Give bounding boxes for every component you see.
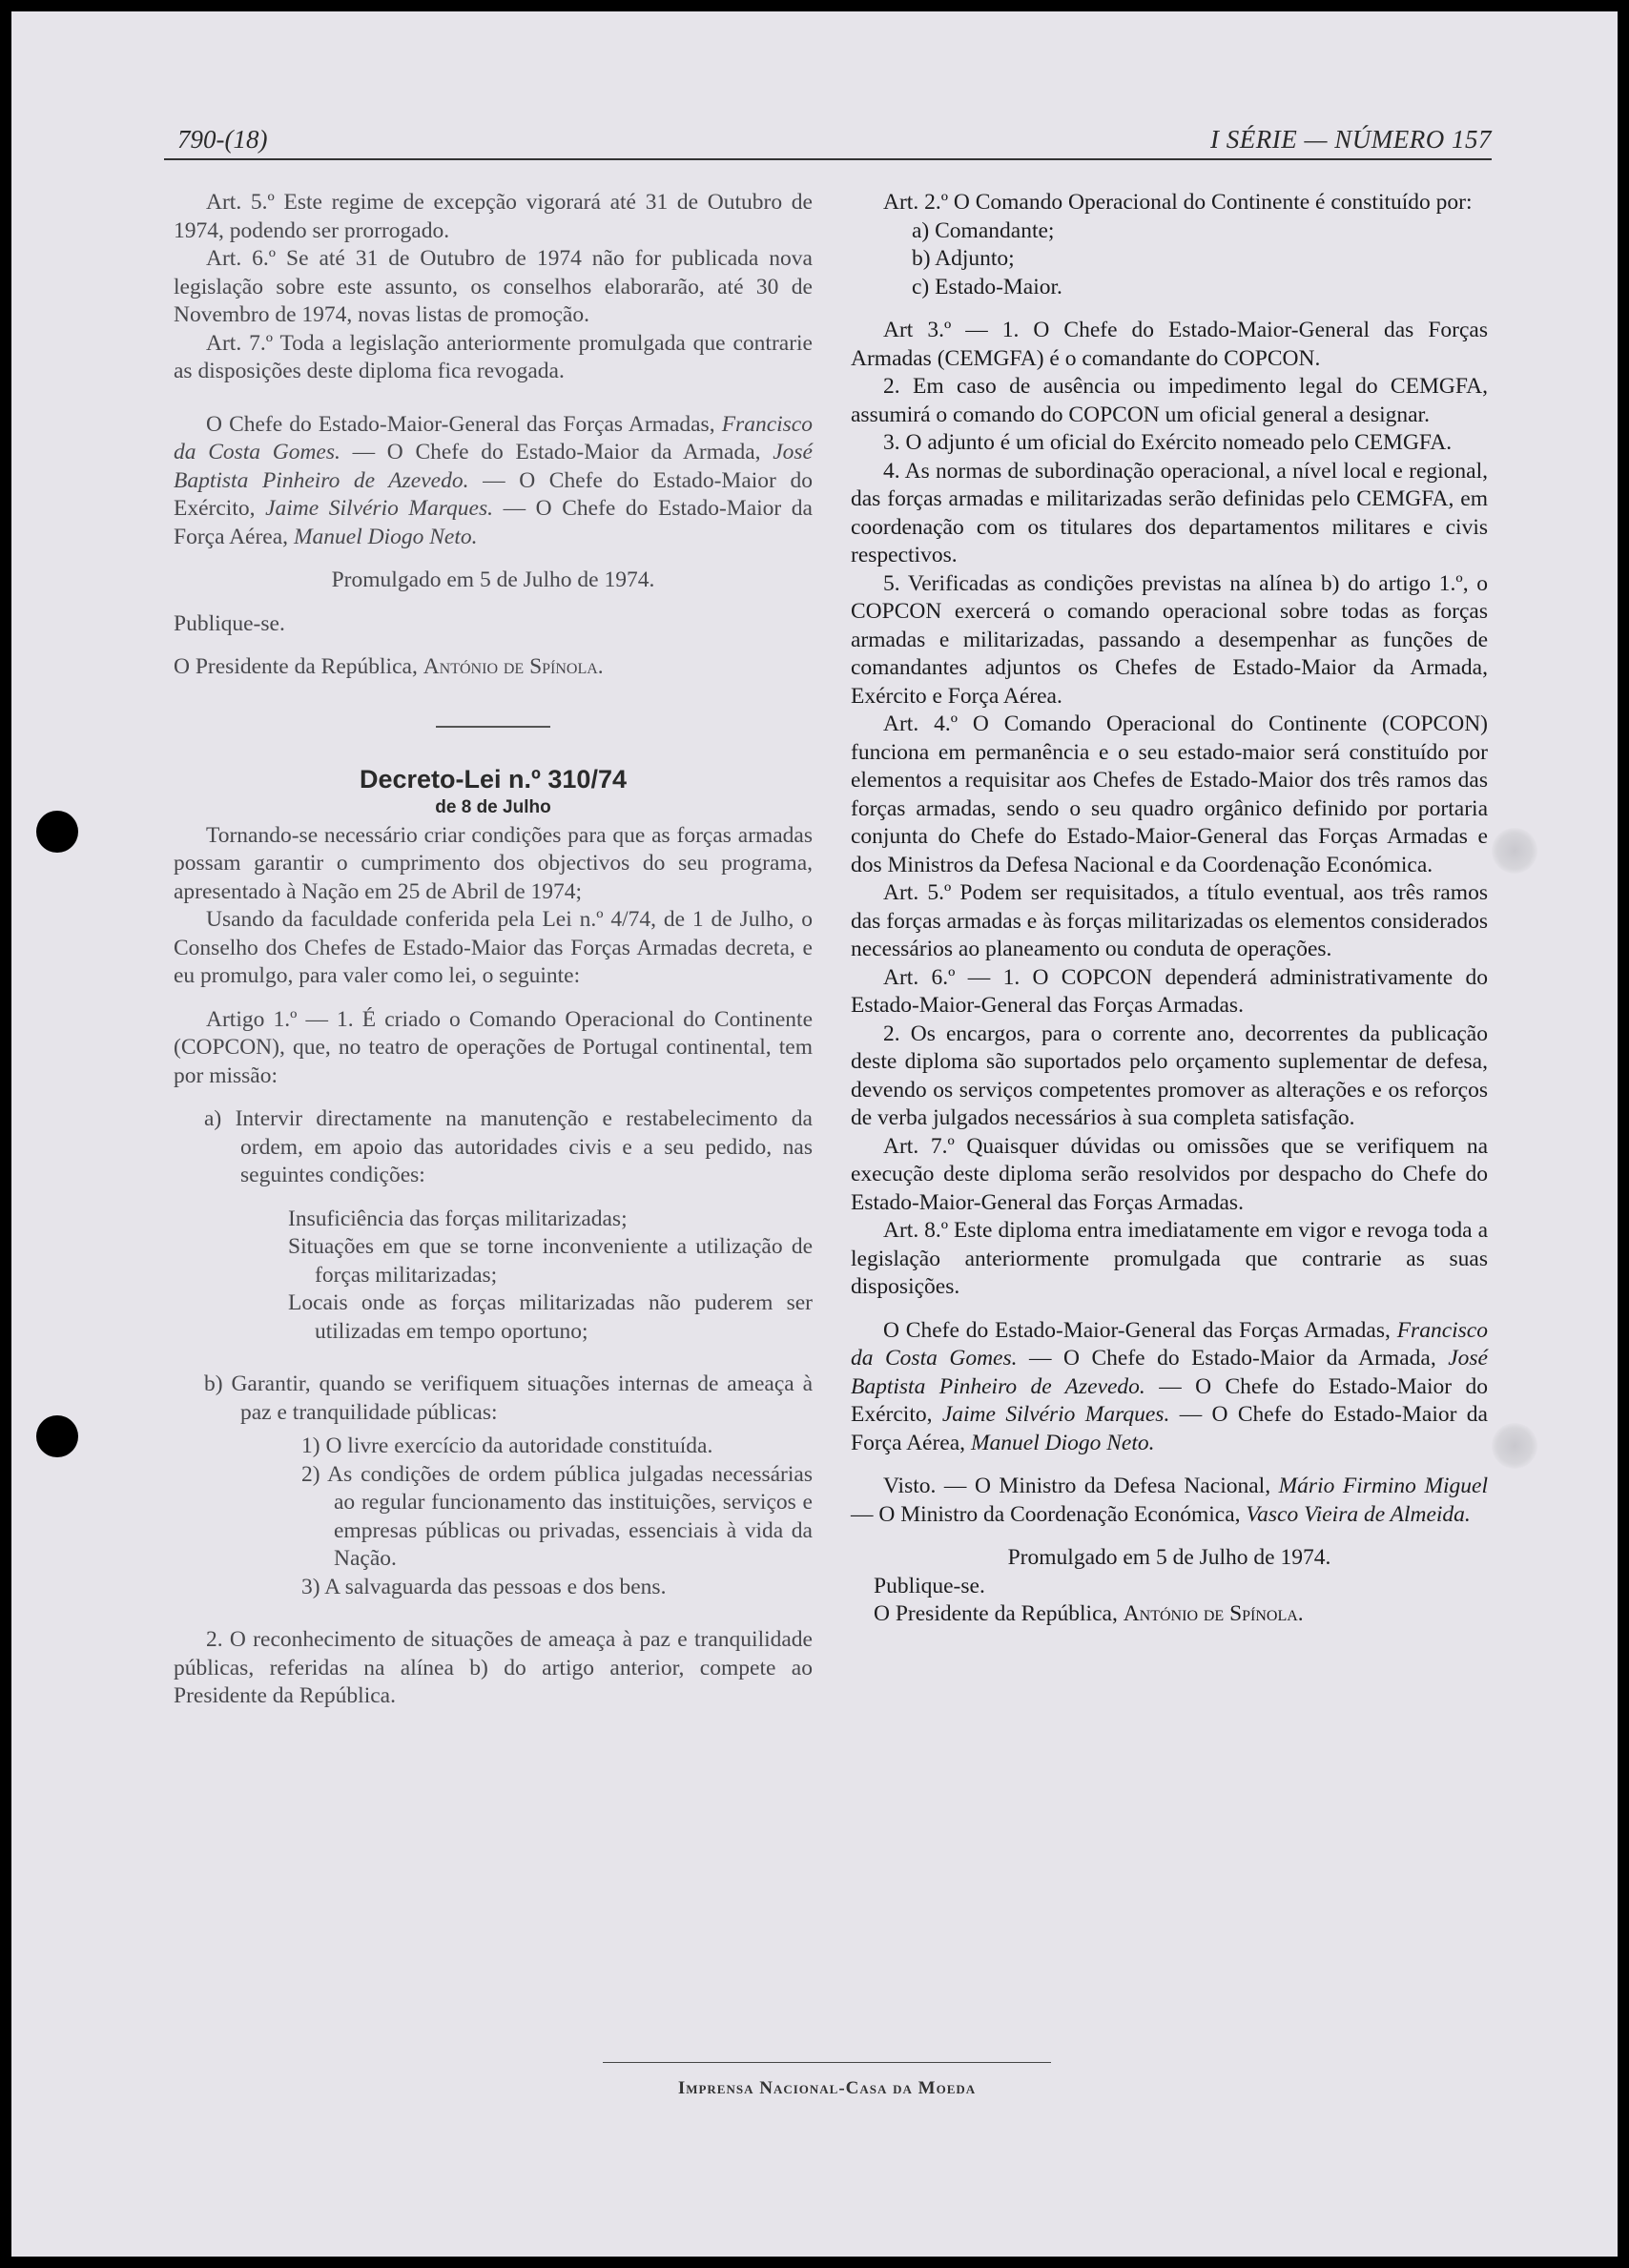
printer-imprint: Imprensa Nacional-Casa da Moeda	[603, 2062, 1051, 2099]
list-item: c) Estado-Maior.	[912, 274, 1062, 299]
signatures-text: O Chefe do Estado-Maior-General das Forças Armadas,	[883, 1317, 1397, 1343]
series-number: I SÉRIE — NÚMERO 157	[1210, 125, 1492, 154]
decree-title: Decreto-Lei n.º 310/74	[360, 764, 627, 794]
left-column	[174, 189, 813, 1711]
signatory-name: Manuel Diogo Neto.	[293, 524, 478, 549]
page-number: 790-(18)	[177, 125, 268, 154]
page-header	[164, 109, 1492, 160]
article-1-paragraph-2: 2. O reconhecimento de situações de ameaça à paz e tranquilidade públicas, referidas na alínea b) do artigo anterior, compete ao Presidente da República.	[174, 1627, 813, 1708]
preamble: Usando da faculdade conferida pela Lei n.º 4/74, de 1 de Julho, o Conselho dos Chefes de Estado-Maior das Forças Armadas decreta, e eu promulgo, para valer como lei, o seguinte:	[174, 907, 813, 988]
item-b-points	[174, 1433, 813, 1601]
signatures	[851, 1317, 1488, 1458]
preamble: Tornando-se necessário criar condições para que as forças armadas possam garantir o cumprimento dos objectivos do seu programa, apresentado à Nação em 25 de Abril de 1974;	[174, 822, 813, 904]
signatory-name: José Baptista Pinheiro de Azevedo.	[851, 1346, 1488, 1399]
punch-hole	[36, 1415, 78, 1457]
document-page	[11, 11, 1618, 2257]
signatures-text: — O Chefe do Estado-Maior da Força Aérea,	[174, 496, 813, 549]
publish-order: Publique-se.	[874, 1573, 985, 1598]
president-name: António de Spínola.	[1123, 1601, 1304, 1626]
item-a: a) Intervir directamente na manutenção e restabelecimento da ordem, em apoio das autoridades civis e a seu pedido, nas seguintes condições:	[204, 1106, 813, 1187]
signatures-text: — O Chefe do Estado-Maior do Exército,	[174, 467, 813, 521]
article-6: Art. 6.º — 1. O COPCON dependerá administrativamente do Estado-Maior-General das Forças Armadas.	[851, 964, 1488, 1018]
item-b: b) Garantir, quando se verifiquem situações internas de ameaça à paz e tranquilidade públicas:	[204, 1371, 813, 1425]
visto	[851, 1473, 1488, 1529]
minister-name: Vasco Vieira de Almeida.	[1246, 1501, 1471, 1527]
punch-hole-shadow	[1492, 1423, 1537, 1469]
article-3-paragraph: 5. Verificadas as condições previstas na alínea b) do artigo 1.º, o COPCON exercerá o comando operacional sobre todas as forças armadas e militarizadas, passando a desempenhar as funções de comandantes adjuntos os Chefes de Estado-Maior da Armada, Exército e Força Aérea.	[851, 570, 1488, 709]
visto-text: — O Ministro da Coordenação Económica,	[851, 1501, 1247, 1527]
article-2-list	[851, 217, 1488, 302]
article-6: Art. 6.º Se até 31 de Outubro de 1974 não for publicada nova legislação sobre este assunto, os conselhos elaborarão, até 30 de Novembro de 1974, novas listas de promoção.	[174, 246, 813, 327]
signatory-name: Francisco da Costa Gomes.	[174, 411, 813, 464]
condition-item: Situações em que se torne inconveniente a utilização de forças militarizadas;	[288, 1234, 813, 1288]
president-prefix: O Presidente da República,	[874, 1601, 1124, 1626]
president-prefix: O Presidente da República,	[174, 654, 423, 679]
signatures-text: — O Chefe do Estado-Maior da Armada,	[1017, 1346, 1449, 1371]
article-5: Art. 5.º Podem ser requisitados, a título eventual, aos três ramos das forças armadas e às forças militarizadas os elementos considerados necessários ao planeamento ou conduta de operações.	[851, 880, 1488, 961]
minister-name: Mário Firmino Miguel	[1278, 1474, 1489, 1498]
signatory-name: Manuel Diogo Neto.	[970, 1430, 1155, 1455]
signatory-name: Jaime Silvério Marques.	[265, 496, 493, 521]
article-8: Art. 8.º Este diploma entra imediatamente em vigor e revoga toda a legislação anteriormente promulgada que contrarie as suas disposições.	[851, 1218, 1488, 1299]
signatory-name: Francisco da Costa Gomes.	[851, 1317, 1488, 1371]
president-signature	[851, 1600, 1488, 1629]
article-7: Art. 7.º Quaisquer dúvidas ou omissões que se verifiquem na execução deste diploma serão resolvidos por despacho do Chefe do Estado-Maior-General das Forças Armadas.	[851, 1133, 1488, 1215]
president-signature	[174, 653, 813, 682]
punch-hole	[36, 811, 78, 853]
signatures	[174, 411, 813, 552]
signatures-text: — O Chefe do Estado-Maior do Exército,	[851, 1373, 1488, 1427]
signatures-text: — O Chefe do Estado-Maior da Força Aérea,	[851, 1402, 1488, 1455]
article-3-paragraph: 4. As normas de subordinação operacional, a nível local e regional, das forças armadas e militarizadas serão definidas pelo CEMGFA, em coordenação com os titulares dos departamentos militares e civis respectivos.	[851, 458, 1488, 567]
decree-date: de 8 de Julho	[435, 797, 551, 817]
article-5: Art. 5.º Este regime de excepção vigorará até 31 de Outubro de 1974, podendo ser prorrogado.	[174, 190, 813, 243]
article-2: Art. 2.º O Comando Operacional do Continente é constituído por:	[883, 190, 1473, 215]
condition-item: Insuficiência das forças militarizadas;	[288, 1206, 628, 1231]
article-3-paragraph: 2. Em caso de ausência ou impedimento legal do CEMGFA, assumirá o comando do COPCON um oficial general a designar.	[851, 374, 1488, 427]
visto-text: Visto. — O Ministro da Defesa Nacional,	[883, 1474, 1279, 1498]
signatures-text: O Chefe do Estado-Maior-General das Forças Armadas,	[206, 411, 715, 437]
signatory-name: José Baptista Pinheiro de Azevedo.	[174, 440, 813, 493]
punch-hole-shadow	[1492, 828, 1537, 874]
list-item: a) Comandante;	[912, 217, 1055, 243]
article-4: Art. 4.º O Comando Operacional do Continente (COPCON) funciona em permanência e o seu estado-maior será constituído por elementos a requisitar aos Chefes de Estado-Maior dos três ramos das forças armadas, sendo o seu quadro orgânico definido por portaria conjunta do Chefe do Estado-Maior-General das Forças Armadas e dos Ministros da Defesa Nacional e da Coordenação Económica.	[851, 711, 1488, 877]
promulgation: Promulgado em 5 de Julho de 1974.	[1007, 1545, 1331, 1570]
right-column	[851, 189, 1488, 1629]
conditions-list	[174, 1206, 813, 1347]
numbered-point: 3) A salvaguarda das pessoas e dos bens.	[301, 1574, 667, 1599]
section-divider	[436, 726, 550, 728]
publish-order: Publique-se.	[174, 610, 285, 636]
president-name: António de Spínola.	[423, 654, 604, 679]
promulgation: Promulgado em 5 de Julho de 1974.	[331, 567, 655, 592]
article-6-paragraph: 2. Os encargos, para o corrente ano, decorrentes da publicação deste diploma são suportados pelo orçamento suplementar de defesa, devendo os serviços competentes promover as alterações e os reforços de verba julgados necessários à sua completa satisfação.	[851, 1021, 1488, 1130]
condition-item: Locais onde as forças militarizadas não puderem ser utilizadas em tempo oportuno;	[288, 1290, 813, 1344]
signatures-text: — O Chefe do Estado-Maior da Armada,	[340, 440, 773, 464]
article-3: Art 3.º — 1. O Chefe do Estado-Maior-General das Forças Armadas (CEMGFA) é o comandante do COPCON.	[851, 318, 1488, 371]
list-item: b) Adjunto;	[912, 246, 1015, 271]
article-1: Artigo 1.º — 1. É criado o Comando Operacional do Continente (COPCON), que, no teatro de operações de Portugal continental, tem por missão:	[174, 1006, 813, 1088]
signatory-name: Jaime Silvério Marques.	[941, 1402, 1170, 1427]
article-3-paragraph: 3. O adjunto é um oficial do Exército nomeado pelo CEMGFA.	[883, 430, 1453, 455]
numbered-point: 2) As condições de ordem pública julgadas necessárias ao regular funcionamento das instituições, serviços e empresas públicas ou privadas, essenciais à vida da Nação.	[301, 1461, 813, 1571]
article-7: Art. 7.º Toda a legislação anteriormente promulgada que contrarie as disposições deste diploma fica revogada.	[174, 330, 813, 383]
numbered-point: 1) O livre exercício da autoridade constituída.	[301, 1433, 713, 1458]
